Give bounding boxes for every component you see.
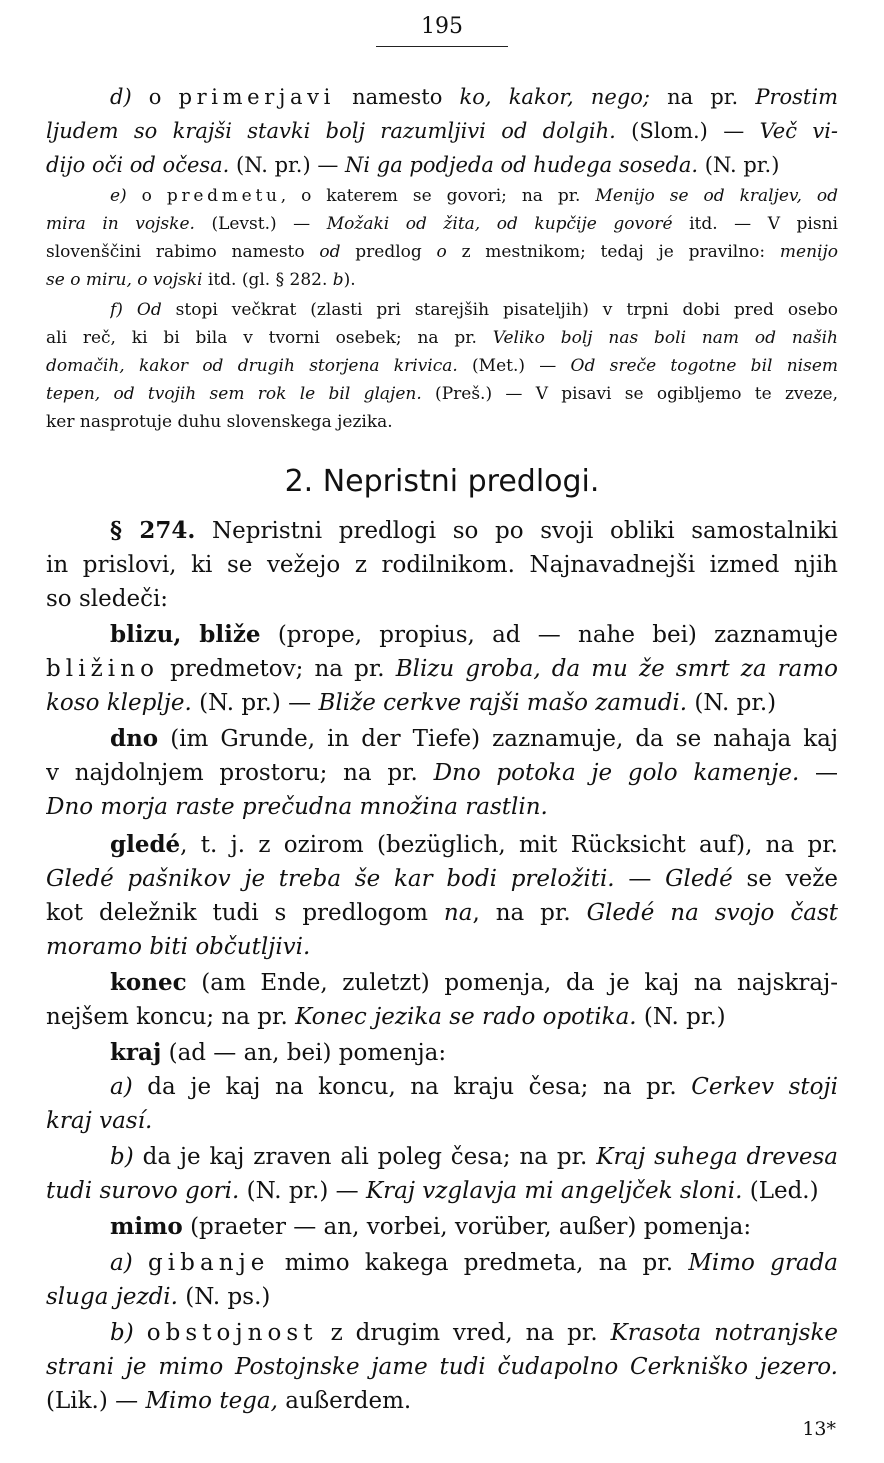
text-run: se veže <box>732 866 838 892</box>
text-run: (N. pr.) <box>636 1004 726 1030</box>
text-run: so sledeči: <box>46 586 169 612</box>
text-run: , t. j. z ozirom (bezüglich, mit Rücksicht auf), na pr. <box>180 832 838 858</box>
text-line <box>46 930 838 964</box>
text-line <box>110 182 838 210</box>
text-run: o <box>436 242 447 262</box>
text-line <box>110 1316 838 1350</box>
text-line <box>110 1036 838 1070</box>
text-line <box>46 1174 838 1208</box>
text-run: moramo biti občutljivi. <box>46 934 311 960</box>
text-line <box>46 408 838 436</box>
text-run: (Levst.) — <box>194 214 327 234</box>
text-run: z drugim vred, na pr. <box>317 1320 611 1346</box>
text-line <box>110 1070 838 1104</box>
text-line <box>46 1280 838 1314</box>
text-run: Dno potoka je golo kamenje. <box>433 760 800 786</box>
text-run: mimo <box>110 1213 183 1240</box>
text-run: in prislovi, ki se vežejo z rodilnikom. Najnavadnejši izmed njih <box>46 552 838 578</box>
text-run: Kraj suhega drevesa <box>596 1144 838 1170</box>
text-run: (Met.) — <box>457 356 571 376</box>
text-line <box>46 114 838 148</box>
text-run: od <box>319 242 341 262</box>
text-run: , o katerem se govori; na pr. <box>280 186 596 206</box>
text-run: Nepristni predlogi so po svoji obliki samostalniki <box>195 518 838 544</box>
text-run: (N. pr.) — <box>191 690 319 716</box>
text-run: , na pr. <box>472 900 587 926</box>
text-line <box>46 548 838 582</box>
text-run: sluga jezdi. <box>46 1284 178 1310</box>
text-run: a) <box>110 1250 133 1276</box>
text-run: Prostim <box>755 85 838 109</box>
text-line <box>46 652 838 686</box>
text-line <box>46 582 838 616</box>
text-run: (am Ende, zuletzt) pomenja, da je kaj na najskraj- <box>186 970 838 996</box>
text-run: Bliže cerkve rajši mašo zamudi. <box>318 690 688 716</box>
signature-mark: 13* <box>802 1418 836 1440</box>
header-rule <box>376 46 508 47</box>
text-run: mimo kakega predmeta, na pr. <box>269 1250 689 1276</box>
text-run: obstojnost <box>146 1320 318 1346</box>
text-line <box>46 756 838 790</box>
text-run: e) <box>110 186 127 206</box>
text-line <box>46 148 838 182</box>
text-run: b) <box>110 1320 134 1346</box>
text-run: Ni ga podjeda od hudega soseda. <box>345 153 699 177</box>
text-line <box>46 790 838 824</box>
text-run: na pr. <box>650 85 756 109</box>
text-line <box>110 618 838 652</box>
text-run: Dno morja raste prečudna množina rastlin. <box>46 794 548 820</box>
text-run: o <box>126 186 167 206</box>
text-run: kraj <box>110 1039 162 1066</box>
text-run: v najdolnjem prostoru; na pr. <box>46 760 434 786</box>
text-line <box>110 966 838 1000</box>
text-run <box>133 1250 148 1276</box>
text-line <box>110 80 838 114</box>
text-run: Več vi- <box>759 119 838 143</box>
text-run: d) <box>110 85 132 109</box>
text-run: b <box>332 270 344 290</box>
text-line <box>110 722 838 756</box>
text-run: Konec jezika se rado opotika. <box>295 1004 637 1030</box>
text-run: außerdem. <box>277 1388 412 1414</box>
page-number: 195 <box>421 14 463 39</box>
text-line <box>46 238 838 266</box>
text-line <box>46 324 838 352</box>
text-line <box>46 896 838 930</box>
text-run: Mimo tega, <box>145 1388 278 1414</box>
text-run: — <box>614 866 666 892</box>
text-run: Cerkev stoji <box>691 1074 838 1100</box>
text-run: Kraj vzglavja mi angeljček sloni. <box>365 1178 743 1204</box>
text-run: ko, kakor, nego; <box>459 85 650 109</box>
text-run: kot deležnik tudi s predlogom <box>46 900 444 926</box>
text-run: na <box>443 900 473 926</box>
text-run: (im Grunde, in der Tiefe) zaznamuje, da se nahaja kaj <box>158 726 838 752</box>
text-run: Od sreče togotne bil nisem <box>570 356 838 376</box>
text-line <box>46 1000 838 1034</box>
text-run: predlog <box>340 242 437 262</box>
text-line <box>46 862 838 896</box>
text-run <box>134 1320 147 1346</box>
text-line <box>46 266 838 294</box>
text-line <box>110 514 838 548</box>
text-run: z mestnikom; tedaj je pravilno: <box>446 242 780 262</box>
text-run: Menijo se od kraljev, od <box>595 186 838 206</box>
text-run: (Lik.) — <box>46 1388 146 1414</box>
text-run: mira in vojske. <box>46 214 195 234</box>
text-line <box>46 210 838 238</box>
text-line <box>46 1350 838 1384</box>
text-run: ali reč, ki bi bila v tvorni osebek; na pr. <box>46 328 493 348</box>
text-run: (ad — an, bei) pomenja: <box>161 1040 447 1066</box>
text-run: gledé <box>110 831 181 858</box>
text-run: namesto <box>334 85 460 109</box>
text-run: Gledé <box>665 866 733 892</box>
text-run: menijo <box>779 242 838 262</box>
text-run: itd. (gl. § 282. <box>202 270 333 290</box>
text-run: Mimo grada <box>688 1250 838 1276</box>
text-run: slovenščini rabimo namesto <box>46 242 320 262</box>
text-run: konec <box>110 969 187 996</box>
text-run: § 274. <box>110 517 196 544</box>
text-run: (N. ps.) <box>177 1284 271 1310</box>
text-run: strani je mimo Postojnske jame tudi čudapolno Cerkniško jezero. <box>46 1354 838 1380</box>
text-run: f) Od <box>110 300 162 320</box>
text-run: koso kleplje. <box>46 690 192 716</box>
text-run: Možaki od žita, od kupčije govoré <box>326 214 673 234</box>
text-run: Gledé pašnikov je treba še kar bodi preložiti. <box>46 866 615 892</box>
text-run: domačih, kakor od drugih storjena krivica. <box>46 356 458 376</box>
text-line <box>46 380 838 408</box>
text-run: Gledé na svojo čast <box>586 900 838 926</box>
text-run: primerjavi <box>178 85 335 109</box>
text-run: ljudem so krajši stavki bolj razumljivi od dolgih. <box>46 119 616 143</box>
text-run: b) <box>110 1144 134 1170</box>
text-line <box>110 1246 838 1280</box>
text-run: (prope, propius, ad — nahe bei) zaznamuje <box>260 622 838 648</box>
text-line <box>110 296 838 324</box>
text-run: kraj vasí. <box>46 1108 153 1134</box>
text-run: — <box>799 760 838 786</box>
text-run: Krasota notranjske <box>610 1320 838 1346</box>
text-run: (Led.) <box>742 1178 819 1204</box>
text-run: Veliko bolj nas boli nam od naših <box>492 328 838 348</box>
text-run: predmetu <box>166 186 281 206</box>
text-run: (N. pr.) — <box>229 153 346 177</box>
text-run: (N. pr.) — <box>239 1178 366 1204</box>
text-run: itd. — V pisni <box>672 214 838 234</box>
text-run: se o miru, o vojski <box>46 270 203 290</box>
text-line <box>46 686 838 720</box>
text-run: (Slom.) — <box>615 119 760 143</box>
text-line <box>46 1384 838 1418</box>
text-run: (praeter — an, vorbei, vorüber, außer) pomenja: <box>182 1214 752 1240</box>
text-run: dno <box>110 725 159 752</box>
text-line <box>46 1104 838 1138</box>
text-line <box>110 1140 838 1174</box>
text-run: ). <box>343 270 356 290</box>
text-run: nejšem koncu; na pr. <box>46 1004 296 1030</box>
text-line <box>110 828 838 862</box>
text-run: (N. pr.) <box>698 153 780 177</box>
text-run: stopi večkrat (zlasti pri starejših pisateljih) v trpni dobi pred osebo <box>161 300 838 320</box>
text-run: tudi surovo gori. <box>46 1178 240 1204</box>
text-line <box>110 1210 838 1244</box>
text-run: o <box>131 85 179 109</box>
text-run: da je kaj zraven ali poleg česa; na pr. <box>133 1144 597 1170</box>
text-run: tepen, od tvojih sem rok le bil glajen. <box>46 384 422 404</box>
text-run: da je kaj na koncu, na kraju česa; na pr. <box>132 1074 692 1100</box>
text-line <box>46 352 838 380</box>
text-run: dijo oči od očesa. <box>46 153 230 177</box>
text-run: (Preš.) — V pisavi se ogibljemo te zveze, <box>421 384 838 404</box>
text-run: a) <box>110 1074 133 1100</box>
text-run: ker nasprotuje duhu slovenskega jezika. <box>46 412 393 432</box>
text-run: Blizu groba, da mu že smrt za ramo <box>395 656 838 682</box>
text-run: gibanje <box>147 1250 270 1276</box>
text-run: blizu, bliže <box>110 621 261 648</box>
text-run: bližino <box>46 656 159 682</box>
text-run: (N. pr.) <box>687 690 777 716</box>
section-heading: 2. Nepristni predlogi. <box>284 464 600 499</box>
text-run: predmetov; na pr. <box>159 656 396 682</box>
